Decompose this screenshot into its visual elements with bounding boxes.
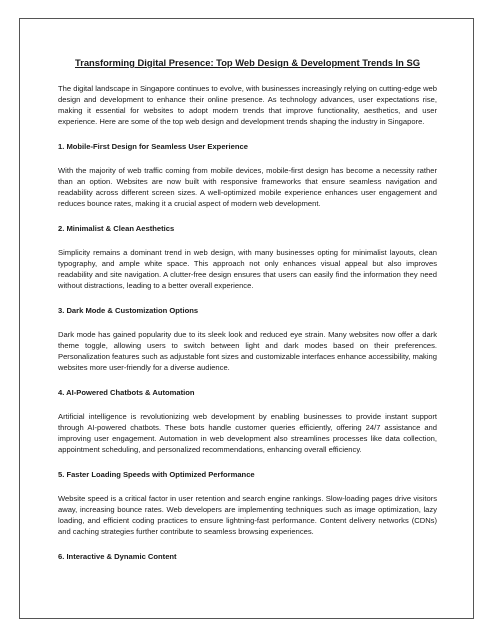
section-heading-dark-mode: 3. Dark Mode & Customization Options xyxy=(58,306,199,315)
section-heading-minimalist: 2. Minimalist & Clean Aesthetics xyxy=(58,224,175,233)
section-heading-interactive-content: 6. Interactive & Dynamic Content xyxy=(58,552,177,561)
document-title: Transforming Digital Presence: Top Web Design & Development Trends In SG xyxy=(74,57,421,68)
intro-paragraph: The digital landscape in Singapore continues to evolve, with businesses increasingly relying on cutting-edge web design and development to enhance their online presence. As technology advances, user expectations rise, making it essential for websites to adopt modern trends that improve functionality, aesthetics, and user experience. Here are some of the top web design and development trends shaping the industry in Singapore. xyxy=(58,84,437,126)
section-body-mobile-first: With the majority of web traffic coming from mobile devices, mobile-first design has become a necessity rather than an option. Websites are now built with responsive frameworks that ensure seamless navigation and readability across different screen sizes. A well-optimized mobile experience enhances user engagement and reduces bounce rates, making it a crucial aspect of modern web development. xyxy=(58,166,437,208)
section-body-loading-speeds: Website speed is a critical factor in user retention and search engine rankings. Slow-loading pages drive visitors away, increasing bounce rates. Web developers are implementing techniques such as image optimization, lazy loading, and efficient coding practices to ensure lightning-fast performance. Content delivery networks (CDNs) and caching strategies further contribute to seamless browsing experiences. xyxy=(58,494,437,536)
section-body-minimalist: Simplicity remains a dominant trend in web design, with many businesses opting for minimalist layouts, clean typography, and ample white space. This approach not only enhances visual appeal but also improves readability and site navigation. A clutter-free design ensures that users can easily find the information they need without distractions, leading to a better overall experience. xyxy=(58,248,437,290)
section-body-ai-chatbots: Artificial intelligence is revolutionizing web development by enabling businesses to provide instant support through AI-powered chatbots. These bots handle customer queries efficiently, offering 24/7 assistance and improving user engagement. Automation in web development also streamlines processes like data collection, appointment scheduling, and personalized recommendations, enhancing overall efficiency. xyxy=(58,412,437,454)
document-body xyxy=(58,57,437,575)
section-heading-mobile-first: 1. Mobile-First Design for Seamless User Experience xyxy=(58,142,248,151)
section-heading-ai-chatbots: 4. AI-Powered Chatbots & Automation xyxy=(58,388,195,397)
section-heading-loading-speeds: 5. Faster Loading Speeds with Optimized Performance xyxy=(58,470,255,479)
section-body-dark-mode: Dark mode has gained popularity due to its sleek look and reduced eye strain. Many websites now offer a dark theme toggle, allowing users to switch between light and dark modes based on their preferences. Personalization features such as adjustable font sizes and customizable interfaces enhance accessibility, making websites more user-friendly for a diverse audience. xyxy=(58,330,437,372)
